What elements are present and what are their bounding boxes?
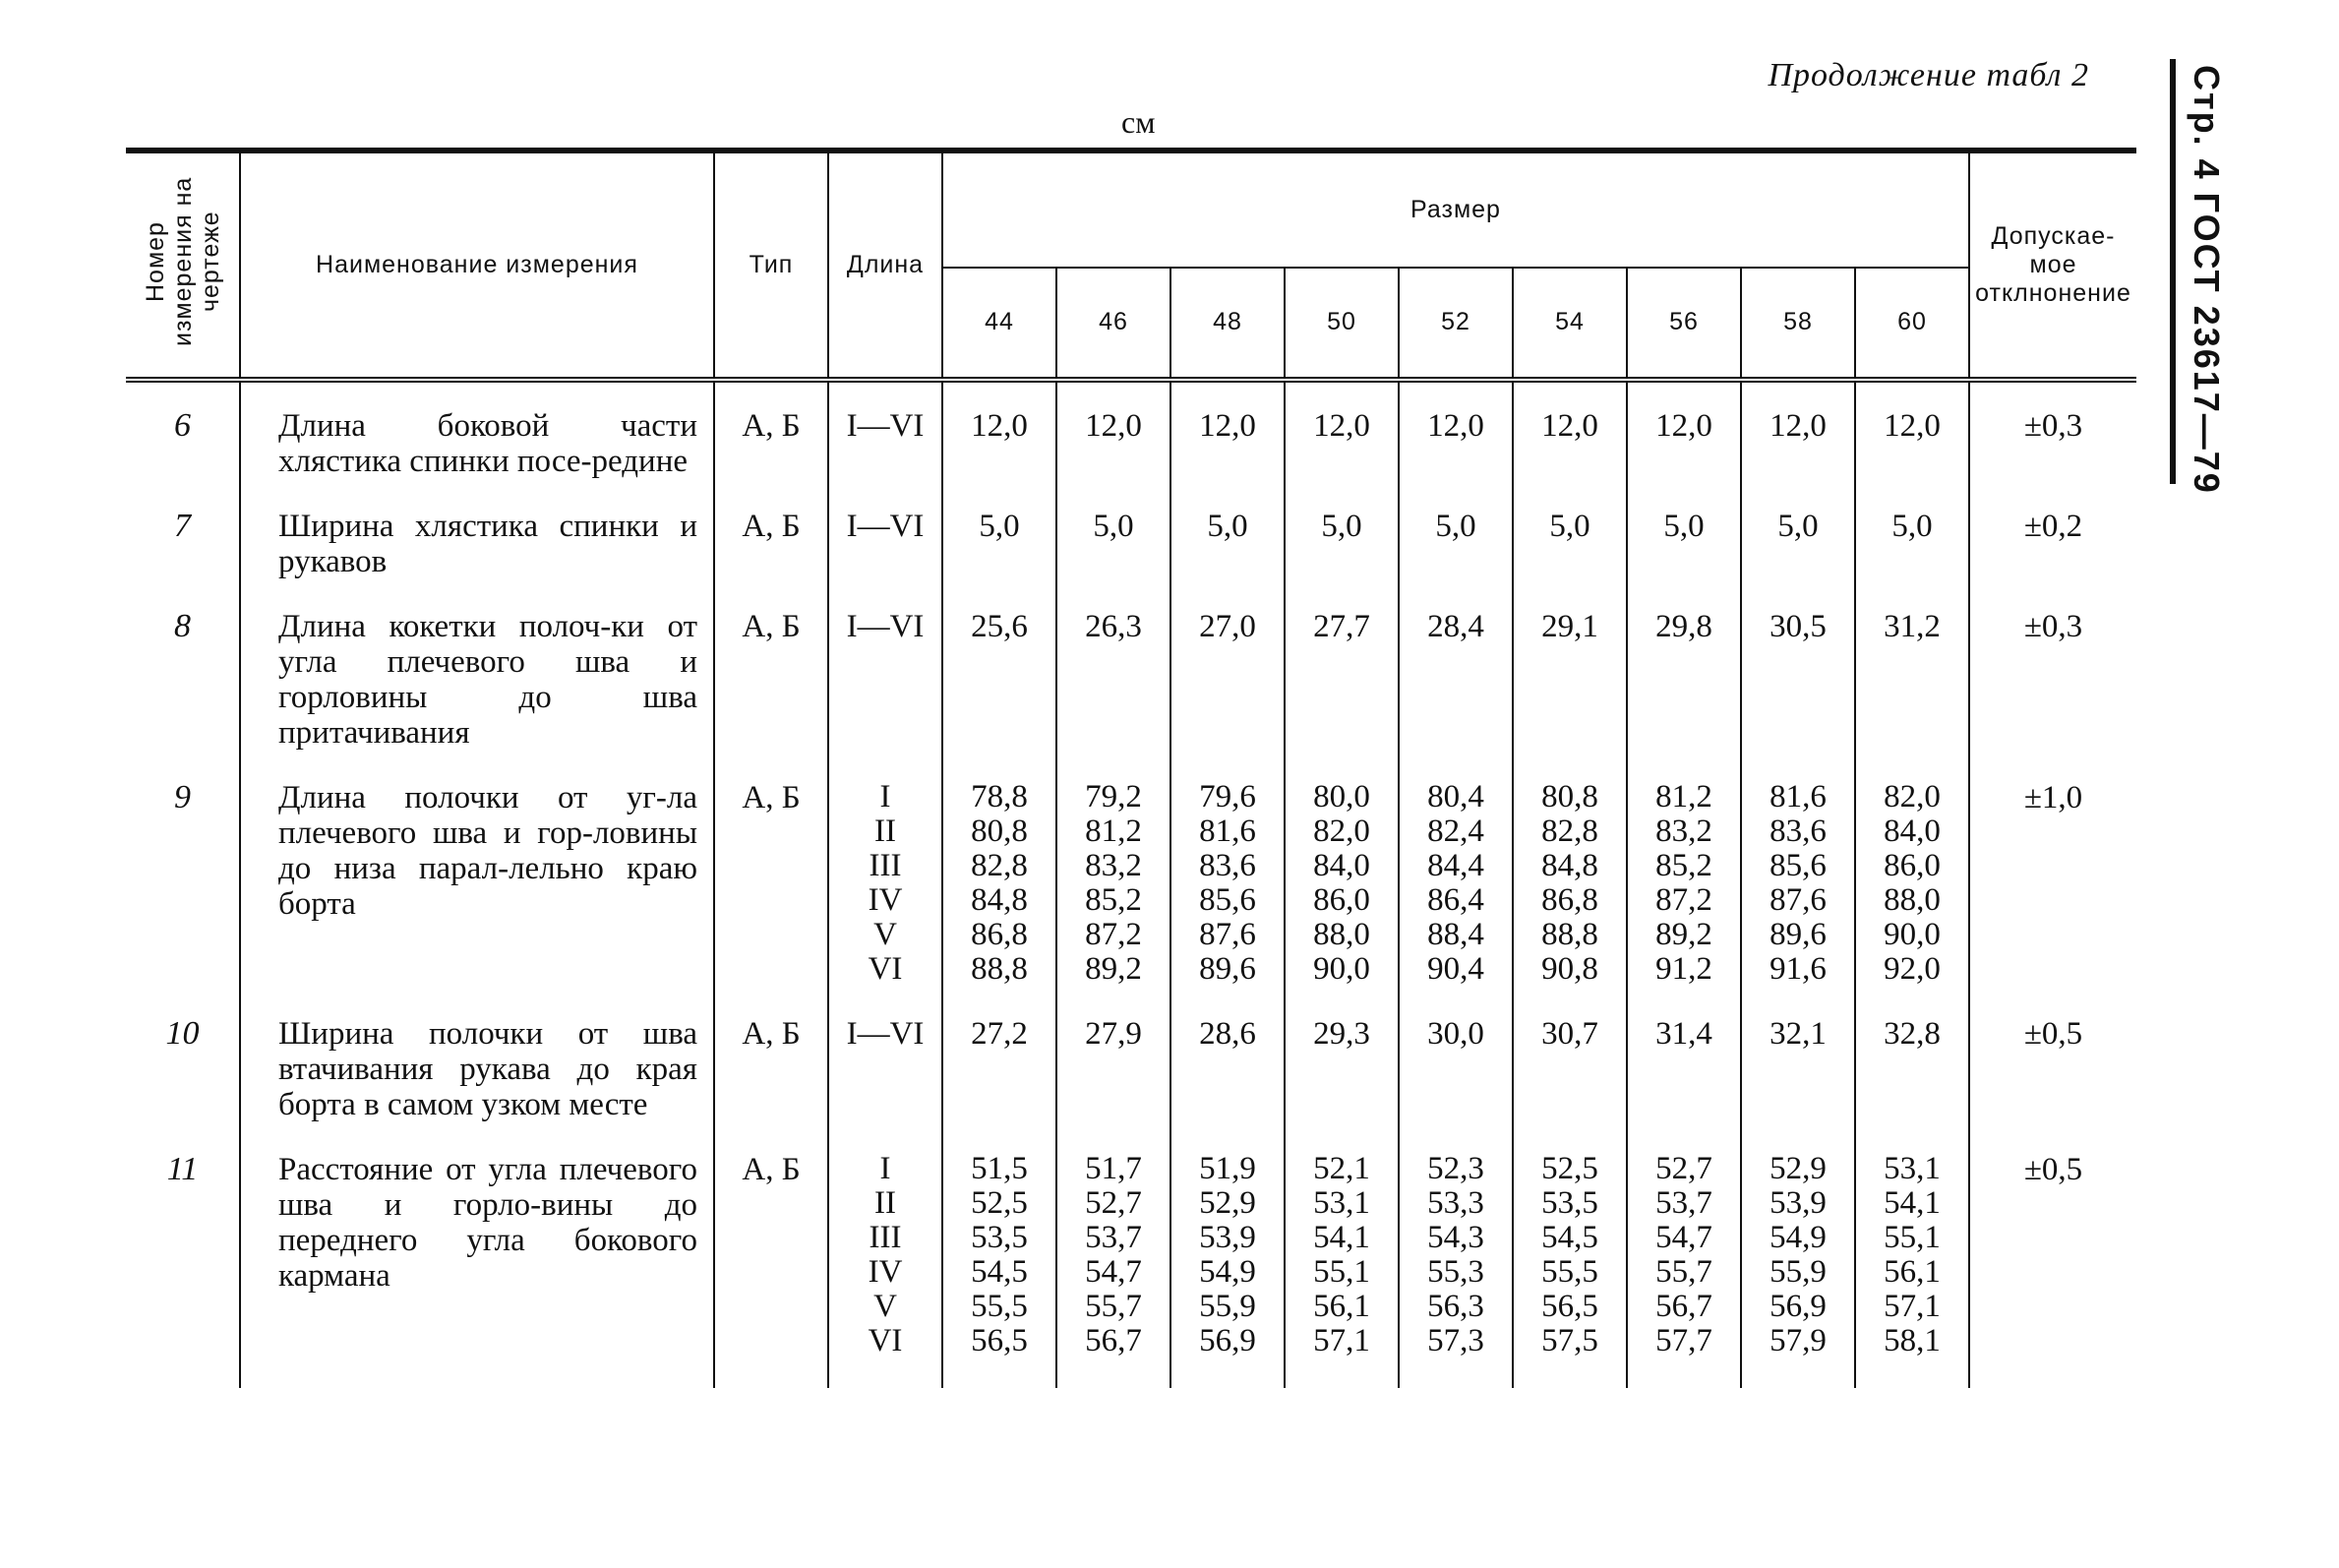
col-header-size: 60 — [1855, 268, 1969, 380]
measurement-number: 6 — [174, 407, 191, 444]
size-value: 84,0 — [1884, 814, 1941, 849]
size-value: 90,0 — [1313, 951, 1370, 987]
size-value: 12,0 — [1541, 408, 1598, 444]
col-header-size: 52 — [1399, 268, 1513, 380]
col-header-size: 46 — [1056, 268, 1170, 380]
measurement-length — [828, 380, 942, 509]
size-value: 87,6 — [1199, 917, 1256, 952]
size-value-cell — [942, 380, 1056, 509]
size-value-cell — [1513, 1152, 1627, 1388]
size-value: 53,5 — [971, 1220, 1028, 1255]
size-value: 89,2 — [1655, 917, 1712, 952]
size-value-cell — [1056, 1016, 1170, 1152]
size-value-cell — [942, 1016, 1056, 1152]
size-value: 5,0 — [1549, 509, 1590, 544]
size-value: 85,6 — [1199, 882, 1256, 918]
size-value: 30,7 — [1541, 1016, 1598, 1052]
col-header-number-text: Номер измерения на чертеже — [141, 176, 224, 347]
col-header-size: 48 — [1170, 268, 1285, 380]
size-value: 88,8 — [1541, 917, 1598, 952]
size-value: 53,7 — [1655, 1185, 1712, 1221]
size-value: 56,5 — [971, 1323, 1028, 1358]
measurement-length — [828, 1016, 942, 1152]
measurement-name: Расстояние от угла плечевого шва и горло-вины до переднего угла бокового кармана — [240, 1152, 714, 1388]
size-value: 53,7 — [1085, 1220, 1142, 1255]
measurement-length — [828, 509, 942, 609]
size-value-cell — [1513, 509, 1627, 609]
size-value: 53,1 — [1313, 1185, 1370, 1221]
col-header-name: Наименование измерения — [240, 151, 714, 380]
size-value-cell — [1741, 509, 1855, 609]
size-value: 80,0 — [1313, 779, 1370, 814]
size-value: 53,9 — [1199, 1220, 1256, 1255]
size-value-cell — [942, 509, 1056, 609]
size-value: 12,0 — [1085, 408, 1142, 444]
col-header-tolerance: Допускае-мое отклнoнение — [1969, 151, 2136, 380]
length-value: I—VI — [846, 408, 925, 444]
size-value-cell — [942, 609, 1056, 780]
size-value: 79,2 — [1085, 779, 1142, 814]
size-value: 88,0 — [1313, 917, 1370, 952]
size-value-cell — [1513, 780, 1627, 1016]
size-value: 54,5 — [1541, 1220, 1598, 1255]
measurement-name: Длина боковой части хлястика спинки посе-редине — [240, 380, 714, 509]
table-row — [126, 609, 2136, 780]
size-value: 51,9 — [1199, 1151, 1256, 1186]
size-value: 91,6 — [1769, 951, 1827, 987]
length-value: VI — [868, 951, 903, 987]
measurement-type: А, Б — [714, 509, 828, 609]
table-row — [126, 1016, 2136, 1152]
size-value: 90,8 — [1541, 951, 1598, 987]
size-value: 86,4 — [1427, 882, 1484, 918]
size-value-cell — [1399, 1016, 1513, 1152]
measurement-number: 11 — [166, 1151, 199, 1187]
length-value: V — [873, 917, 897, 952]
size-value: 25,6 — [971, 609, 1028, 644]
size-value: 55,7 — [1085, 1289, 1142, 1324]
size-value: 53,3 — [1427, 1185, 1484, 1221]
size-value: 58,1 — [1884, 1323, 1941, 1358]
size-value: 54,3 — [1427, 1220, 1484, 1255]
table-continuation-caption: Продолжение табл 2 — [1768, 57, 2089, 93]
size-value-cell — [1741, 609, 1855, 780]
size-value: 82,0 — [1313, 814, 1370, 849]
size-value: 85,2 — [1655, 848, 1712, 883]
size-value: 52,9 — [1199, 1185, 1256, 1221]
size-value: 5,0 — [1663, 509, 1705, 544]
size-value: 90,0 — [1884, 917, 1941, 952]
size-value: 27,9 — [1085, 1016, 1142, 1052]
size-value: 92,0 — [1884, 951, 1941, 987]
measurement-type: А, Б — [714, 380, 828, 509]
size-value: 82,4 — [1427, 814, 1484, 849]
size-value: 54,7 — [1655, 1220, 1712, 1255]
size-value-cell — [1741, 380, 1855, 509]
size-value: 57,5 — [1541, 1323, 1598, 1358]
size-value: 27,2 — [971, 1016, 1028, 1052]
page-standard-label: Стр. 4 ГОСТ 23617—79 — [2187, 65, 2227, 495]
size-value-cell — [1170, 1152, 1285, 1388]
size-value: 12,0 — [1427, 408, 1484, 444]
size-value: 55,1 — [1313, 1254, 1370, 1290]
size-value: 32,8 — [1884, 1016, 1941, 1052]
size-value: 54,9 — [1199, 1254, 1256, 1290]
size-value: 87,2 — [1085, 917, 1142, 952]
size-value: 80,4 — [1427, 779, 1484, 814]
size-value: 56,9 — [1769, 1289, 1827, 1324]
length-value: III — [869, 848, 902, 883]
measurement-tolerance: ±0,5 — [1969, 1152, 2136, 1388]
size-value: 27,7 — [1313, 609, 1370, 644]
size-value: 87,2 — [1655, 882, 1712, 918]
size-value: 12,0 — [1199, 408, 1256, 444]
size-value-cell — [1056, 380, 1170, 509]
size-value-cell — [1855, 1152, 1969, 1388]
size-value: 82,8 — [1541, 814, 1598, 849]
size-value-cell — [1855, 780, 1969, 1016]
size-value: 12,0 — [1313, 408, 1370, 444]
col-header-size: 58 — [1741, 268, 1855, 380]
size-value: 51,5 — [971, 1151, 1028, 1186]
size-value: 57,3 — [1427, 1323, 1484, 1358]
size-value: 56,1 — [1884, 1254, 1941, 1290]
size-value-cell — [1627, 780, 1741, 1016]
size-value: 30,5 — [1769, 609, 1827, 644]
size-value: 29,1 — [1541, 609, 1598, 644]
size-value: 5,0 — [1777, 509, 1819, 544]
length-value: I—VI — [846, 1016, 925, 1052]
size-value-cell — [1285, 609, 1399, 780]
length-value: VI — [868, 1323, 903, 1358]
size-value: 57,1 — [1313, 1323, 1370, 1358]
size-value-cell — [1627, 380, 1741, 509]
size-value-cell — [942, 1152, 1056, 1388]
measurement-number: 7 — [174, 508, 191, 544]
size-value: 80,8 — [971, 814, 1028, 849]
size-value: 83,6 — [1769, 814, 1827, 849]
size-value-cell — [1741, 780, 1855, 1016]
length-value: I—VI — [846, 609, 925, 644]
measurement-length — [828, 780, 942, 1016]
size-value: 55,1 — [1884, 1220, 1941, 1255]
size-value: 56,3 — [1427, 1289, 1484, 1324]
size-value: 52,5 — [971, 1185, 1028, 1221]
size-value: 53,9 — [1769, 1185, 1827, 1221]
length-value: I—VI — [846, 509, 925, 544]
size-value-cell — [1855, 380, 1969, 509]
size-value: 83,6 — [1199, 848, 1256, 883]
size-value-cell — [1513, 609, 1627, 780]
size-value: 54,7 — [1085, 1254, 1142, 1290]
size-value: 87,6 — [1769, 882, 1827, 918]
col-header-size-group: Размер — [942, 151, 1969, 268]
size-value: 52,7 — [1655, 1151, 1712, 1186]
size-value-cell — [1627, 609, 1741, 780]
size-value-cell — [1285, 1016, 1399, 1152]
size-value: 53,5 — [1541, 1185, 1598, 1221]
size-value: 28,4 — [1427, 609, 1484, 644]
size-value: 31,2 — [1884, 609, 1941, 644]
size-value: 57,7 — [1655, 1323, 1712, 1358]
measurement-tolerance: ±0,5 — [1969, 1016, 2136, 1152]
size-value-cell — [1399, 1152, 1513, 1388]
size-value-cell — [1170, 1016, 1285, 1152]
size-value: 30,0 — [1427, 1016, 1484, 1052]
measurement-type: А, Б — [714, 1016, 828, 1152]
size-value: 85,2 — [1085, 882, 1142, 918]
measurement-name: Длина полочки от уг-ла плечевого шва и гор-ловины до низа парал-лельно краю борта — [240, 780, 714, 1016]
measurement-tolerance: ±0,2 — [1969, 509, 2136, 609]
size-value: 12,0 — [1884, 408, 1941, 444]
size-value-cell — [1855, 609, 1969, 780]
table-row — [126, 1152, 2136, 1388]
size-value: 27,0 — [1199, 609, 1256, 644]
unit-label: см — [1121, 104, 1156, 140]
size-value-cell — [1170, 509, 1285, 609]
measurement-name: Ширина полочки от шва втачивания рукава до края борта в самом узком месте — [240, 1016, 714, 1152]
measurement-type: А, Б — [714, 609, 828, 780]
size-value: 52,7 — [1085, 1185, 1142, 1221]
col-header-length: Длина — [828, 151, 942, 380]
size-value: 55,5 — [1541, 1254, 1598, 1290]
size-value: 86,0 — [1313, 882, 1370, 918]
measurement-length — [828, 1152, 942, 1388]
table-row — [126, 380, 2136, 509]
size-value: 5,0 — [1207, 509, 1248, 544]
col-header-number — [126, 151, 240, 380]
size-value: 80,8 — [1541, 779, 1598, 814]
size-value: 82,8 — [971, 848, 1028, 883]
size-value: 55,7 — [1655, 1254, 1712, 1290]
measurement-tolerance: ±0,3 — [1969, 380, 2136, 509]
size-value: 84,4 — [1427, 848, 1484, 883]
size-value: 85,6 — [1769, 848, 1827, 883]
size-value: 52,1 — [1313, 1151, 1370, 1186]
size-value-cell — [1285, 780, 1399, 1016]
size-value-cell — [1170, 380, 1285, 509]
size-value-cell — [1627, 1152, 1741, 1388]
length-value: I — [879, 1151, 891, 1186]
size-value-cell — [1056, 1152, 1170, 1388]
size-value: 54,1 — [1313, 1220, 1370, 1255]
size-value: 82,0 — [1884, 779, 1941, 814]
size-value: 5,0 — [1093, 509, 1134, 544]
size-value: 5,0 — [1435, 509, 1476, 544]
length-value: III — [869, 1220, 902, 1255]
size-value: 52,9 — [1769, 1151, 1827, 1186]
size-value-cell — [1285, 509, 1399, 609]
size-value: 89,6 — [1769, 917, 1827, 952]
size-value: 54,1 — [1884, 1185, 1941, 1221]
measurement-tolerance: ±1,0 — [1969, 780, 2136, 1016]
size-value-cell — [1741, 1016, 1855, 1152]
size-value: 78,8 — [971, 779, 1028, 814]
size-value: 51,7 — [1085, 1151, 1142, 1186]
size-value: 83,2 — [1655, 814, 1712, 849]
size-value: 81,2 — [1655, 779, 1712, 814]
measurement-number: 8 — [174, 608, 191, 644]
size-value-cell — [1627, 1016, 1741, 1152]
size-value-cell — [1513, 380, 1627, 509]
size-value-cell — [1285, 1152, 1399, 1388]
size-value-cell — [1627, 509, 1741, 609]
size-value: 91,2 — [1655, 951, 1712, 987]
size-value: 54,9 — [1769, 1220, 1827, 1255]
size-value: 88,4 — [1427, 917, 1484, 952]
length-value: V — [873, 1289, 897, 1324]
size-value: 81,6 — [1199, 814, 1256, 849]
size-value: 53,1 — [1884, 1151, 1941, 1186]
size-value-cell — [1170, 609, 1285, 780]
size-value: 26,3 — [1085, 609, 1142, 644]
size-value: 32,1 — [1769, 1016, 1827, 1052]
size-value-cell — [1399, 380, 1513, 509]
size-value-cell — [1741, 1152, 1855, 1388]
size-value: 29,8 — [1655, 609, 1712, 644]
measurement-name: Длина кокетки полоч-ки от угла плечевого шва и горловины до шва притачивания — [240, 609, 714, 780]
size-value: 29,3 — [1313, 1016, 1370, 1052]
col-header-size: 54 — [1513, 268, 1627, 380]
size-value: 56,9 — [1199, 1323, 1256, 1358]
size-value: 84,8 — [1541, 848, 1598, 883]
size-value: 31,4 — [1655, 1016, 1712, 1052]
measurement-table — [126, 148, 2136, 1388]
col-header-size: 50 — [1285, 268, 1399, 380]
size-value-cell — [942, 780, 1056, 1016]
size-value: 52,3 — [1427, 1151, 1484, 1186]
size-value: 56,5 — [1541, 1289, 1598, 1324]
size-value: 86,0 — [1884, 848, 1941, 883]
size-value: 57,9 — [1769, 1323, 1827, 1358]
table-row — [126, 509, 2136, 609]
size-value: 55,9 — [1769, 1254, 1827, 1290]
size-value: 12,0 — [971, 408, 1028, 444]
size-value: 81,2 — [1085, 814, 1142, 849]
measurement-number: 10 — [165, 1015, 200, 1052]
table-row — [126, 780, 2136, 1016]
size-value: 5,0 — [1321, 509, 1362, 544]
size-value: 54,5 — [971, 1254, 1028, 1290]
measurement-type: А, Б — [714, 1152, 828, 1388]
length-value: II — [874, 814, 896, 849]
size-value: 12,0 — [1769, 408, 1827, 444]
size-value-cell — [1855, 509, 1969, 609]
measurement-name: Ширина хлястика спинки и рукавов — [240, 509, 714, 609]
size-value: 89,6 — [1199, 951, 1256, 987]
size-value: 55,9 — [1199, 1289, 1256, 1324]
length-value: IV — [868, 882, 903, 918]
size-value-cell — [1399, 509, 1513, 609]
size-value: 56,7 — [1085, 1323, 1142, 1358]
size-value: 84,8 — [971, 882, 1028, 918]
size-value: 5,0 — [1891, 509, 1933, 544]
size-value: 84,0 — [1313, 848, 1370, 883]
size-value: 83,2 — [1085, 848, 1142, 883]
size-value: 90,4 — [1427, 951, 1484, 987]
size-value: 28,6 — [1199, 1016, 1256, 1052]
length-value: IV — [868, 1254, 903, 1290]
measurement-length — [828, 609, 942, 780]
col-header-type: Тип — [714, 151, 828, 380]
size-value-cell — [1285, 380, 1399, 509]
size-value: 56,1 — [1313, 1289, 1370, 1324]
size-value: 52,5 — [1541, 1151, 1598, 1186]
size-value: 86,8 — [971, 917, 1028, 952]
size-value: 86,8 — [1541, 882, 1598, 918]
size-value: 88,8 — [971, 951, 1028, 987]
size-value: 81,6 — [1769, 779, 1827, 814]
size-value-cell — [1056, 780, 1170, 1016]
size-value-cell — [1399, 609, 1513, 780]
length-value: I — [879, 779, 891, 814]
size-value: 89,2 — [1085, 951, 1142, 987]
size-value: 57,1 — [1884, 1289, 1941, 1324]
size-value-cell — [1170, 780, 1285, 1016]
measurement-tolerance: ±0,3 — [1969, 609, 2136, 780]
size-value-cell — [1399, 780, 1513, 1016]
size-value: 5,0 — [979, 509, 1020, 544]
size-value: 12,0 — [1655, 408, 1712, 444]
size-value-cell — [1513, 1016, 1627, 1152]
measurement-number: 9 — [174, 779, 191, 815]
col-header-size: 56 — [1627, 268, 1741, 380]
measurement-type: А, Б — [714, 780, 828, 1016]
size-value: 88,0 — [1884, 882, 1941, 918]
size-value: 55,5 — [971, 1289, 1028, 1324]
size-value: 79,6 — [1199, 779, 1256, 814]
size-value: 55,3 — [1427, 1254, 1484, 1290]
length-value: II — [874, 1185, 896, 1221]
col-header-size: 44 — [942, 268, 1056, 380]
size-value-cell — [1855, 1016, 1969, 1152]
size-value-cell — [1056, 609, 1170, 780]
size-value-cell — [1056, 509, 1170, 609]
size-value: 56,7 — [1655, 1289, 1712, 1324]
